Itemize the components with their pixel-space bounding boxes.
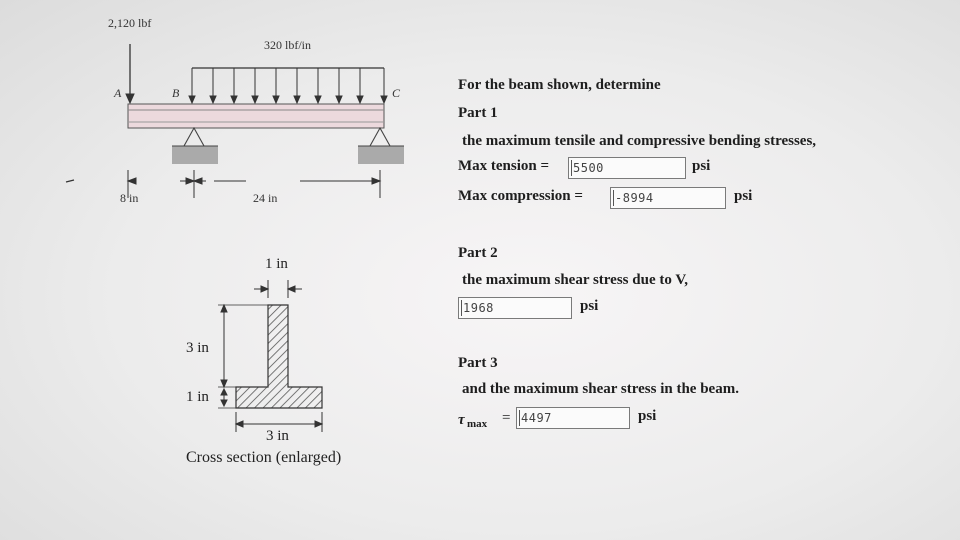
part3-heading: Part 3 bbox=[458, 355, 498, 371]
point-a-label: A bbox=[114, 86, 122, 100]
flange-thickness-label: 1 in bbox=[186, 389, 209, 405]
tee-section bbox=[236, 305, 322, 408]
compression-label: Max compression = bbox=[458, 188, 583, 204]
part3-prompt: and the maximum shear stress in the beam. bbox=[462, 381, 739, 397]
tau-symbol: τ bbox=[458, 412, 465, 428]
flange-width-label: 3 in bbox=[266, 428, 289, 444]
web-width-label: 1 in bbox=[265, 256, 288, 272]
part1-prompt: the maximum tensile and compressive bending stresses, bbox=[462, 133, 817, 149]
tau-equals: = bbox=[502, 410, 511, 426]
shear-v-input[interactable]: 1968 bbox=[458, 297, 572, 319]
compression-unit: psi bbox=[734, 188, 753, 204]
web-width-dimension bbox=[254, 280, 302, 298]
point-b-label: B bbox=[172, 86, 180, 100]
point-c-label: C bbox=[392, 86, 401, 100]
intro-text: For the beam shown, determine bbox=[458, 77, 661, 93]
part1-heading: Part 1 bbox=[458, 105, 498, 121]
dim-span-label: 24 in bbox=[253, 191, 278, 205]
flange-width-dimension bbox=[236, 412, 322, 432]
tau-max-unit: psi bbox=[638, 408, 657, 424]
shear-v-unit: psi bbox=[580, 298, 599, 314]
tau-max-input[interactable]: 4497 bbox=[516, 407, 630, 429]
part2-prompt: the maximum shear stress due to V, bbox=[462, 272, 688, 288]
web-height-dimension bbox=[218, 305, 268, 387]
tension-label: Max tension = bbox=[458, 158, 550, 174]
cross-section-caption: Cross section (enlarged) bbox=[186, 449, 342, 466]
tension-unit: psi bbox=[692, 158, 711, 174]
flange-thickness-dimension bbox=[218, 387, 236, 408]
tension-input[interactable]: 5500 bbox=[568, 157, 686, 179]
distributed-load-label: 320 lbf/in bbox=[264, 38, 311, 52]
tau-subscript: max bbox=[467, 418, 488, 430]
cross-section-drawing bbox=[0, 0, 440, 460]
compression-input[interactable]: -8994 bbox=[610, 187, 726, 209]
point-load-label: 2,120 lbf bbox=[108, 16, 152, 30]
part2-heading: Part 2 bbox=[458, 245, 498, 261]
web-height-label: 3 in bbox=[186, 340, 209, 356]
dim-left-label: 8 in bbox=[120, 191, 139, 205]
